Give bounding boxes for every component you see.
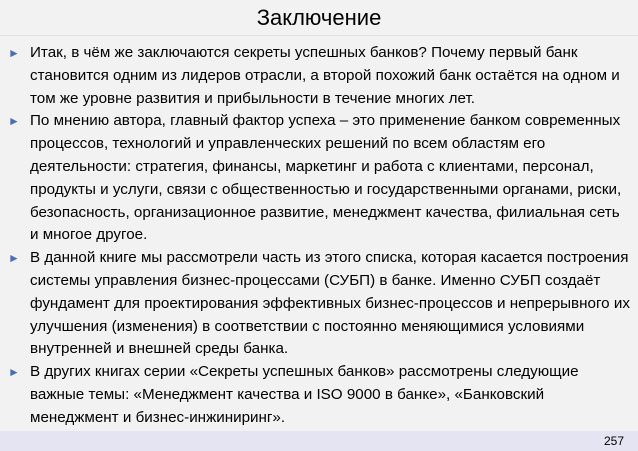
title-bar [0,0,638,36]
triangle-bullet-icon: ► [8,114,20,129]
footer-bar [0,431,638,451]
slide-title: Заключение [256,5,382,30]
bullet-text: В данной книге мы рассмотрели часть из этого списка, которая касается построения системы управления бизнес-процессами (СУБП) в банке. Именно СУБП создаёт фундамент для проектирования эффективных бизнес-процессов и непрерывного их улучшения (изменения) в соответствии с постоянно меняющимися условиями внутренней и внешней среды банка. [30,249,630,358]
bullet-item [8,42,630,110]
page-number: 257 [603,434,624,448]
bullet-item [8,110,630,247]
bullet-list [8,42,630,430]
bullet-text: По мнению автора, главный фактор успеха – это применение банком современных процессов, технологий и управленческих решений по всем областям его деятельности: стратегия, финансы, маркетинг и работа с клиентами, персонал, продукты и услуги, связи с общественностью и государственными органами, риски, безопасность, организационное развитие, менеджмент качества, филиальная сеть и многое другое. [30,112,622,244]
triangle-bullet-icon: ► [8,251,20,266]
bullet-item [8,247,630,361]
triangle-bullet-icon: ► [8,365,20,380]
triangle-bullet-icon: ► [8,46,20,60]
bullet-text: Итак, в чём же заключаются секреты успешных банков? Почему первый банк становится одним из лидеров отрасли, а второй похожий банк остаётся на одном и том же уровне развития и прибыльности в течение многих лет. [30,44,620,107]
bullet-text: В других книгах серии «Секреты успешных банков» рассмотрены следующие важные темы: «Менеджмент качества и ISO 9000 в банке», «Банковский менеджмент и бизнес-инжиниринг». [30,363,579,426]
slide-content [0,36,638,431]
bullet-item [8,361,630,429]
